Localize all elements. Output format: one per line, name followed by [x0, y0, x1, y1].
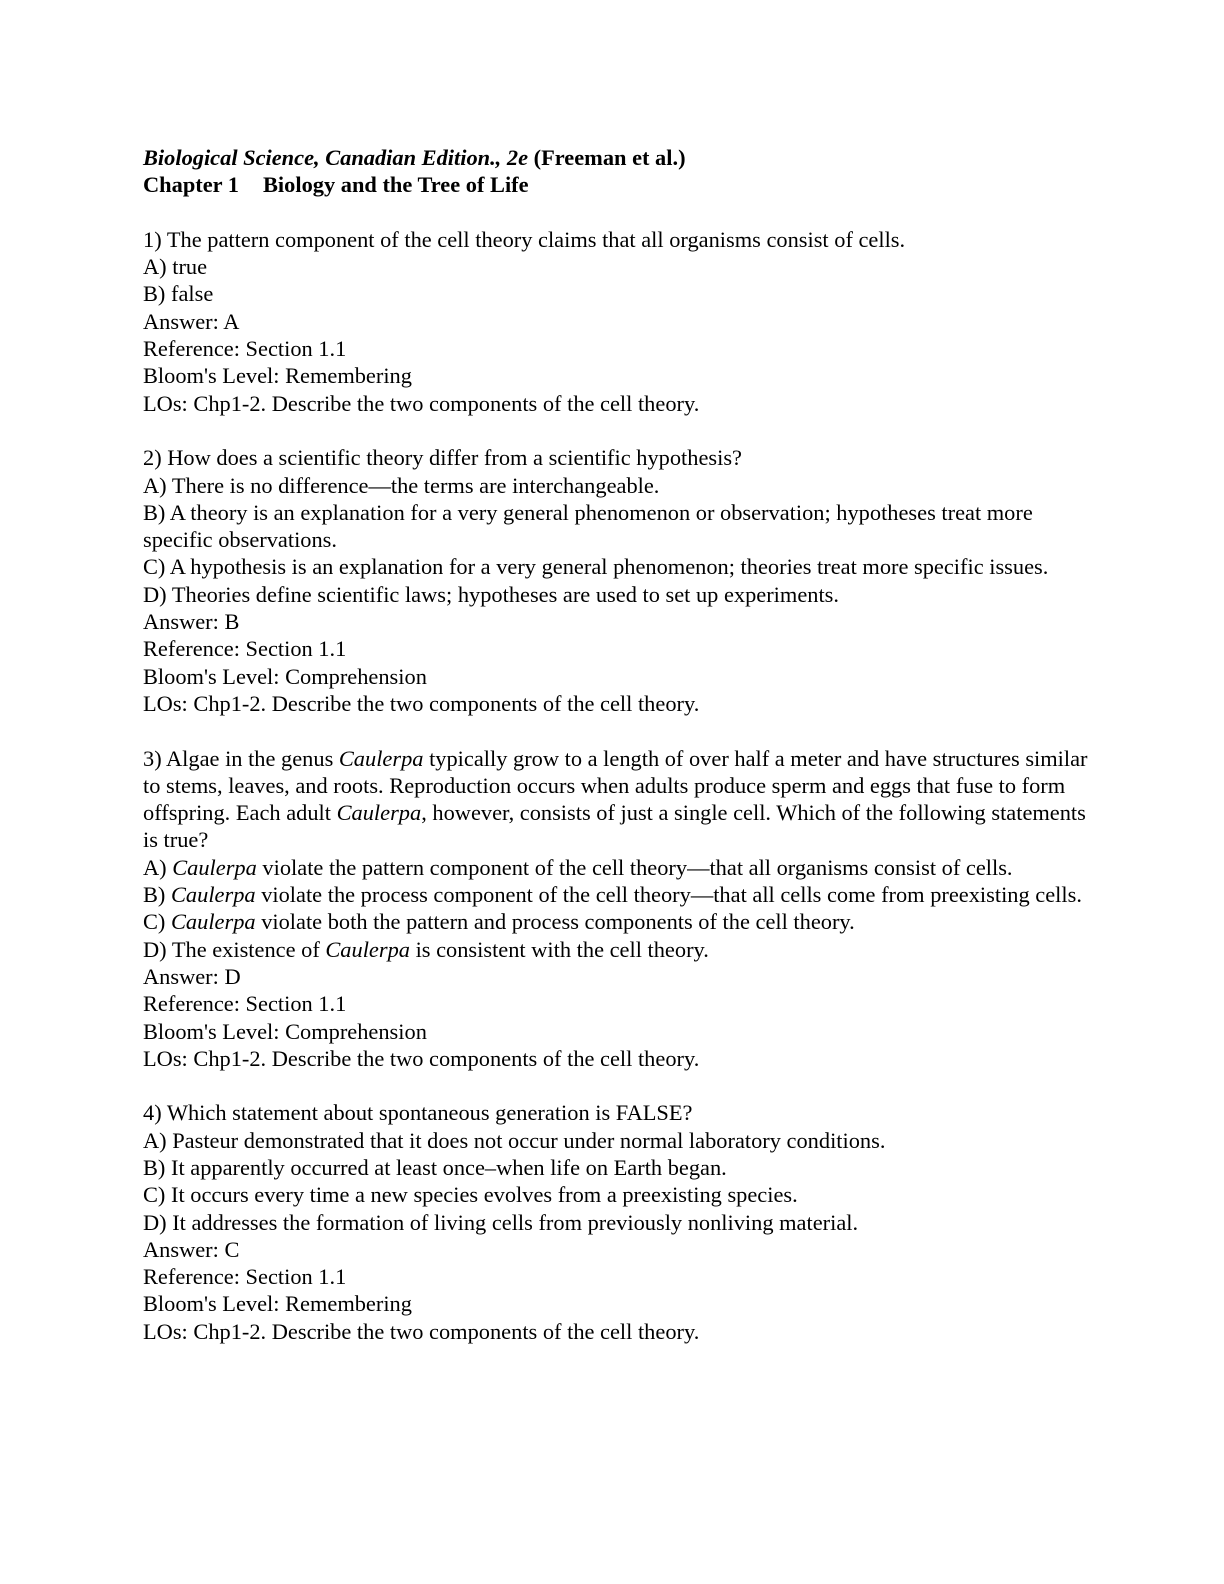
- document-page: [143, 144, 1093, 1345]
- answer-option: A) Pasteur demonstrated that it does not occur under normal laboratory conditions.: [143, 1127, 886, 1153]
- answer-option: B) A theory is an explanation for a very general phenomenon or observation; hypotheses treat more specific observations.: [143, 499, 1033, 553]
- spacer: [143, 1072, 1093, 1099]
- reference: Reference: Section 1.1: [143, 336, 347, 362]
- option-text: A): [143, 854, 173, 880]
- chapter-title: Biology and the Tree of Life: [263, 172, 529, 198]
- answer-option: C) It occurs every time a new species evolves from a preexisting species.: [143, 1182, 798, 1208]
- stem-text: typically grow to a length of over half a meter and have structures similar to stems, leaves, and roots. Reproduction occurs when adults produce sperm and eggs that fuse to form offspring. Each adult: [143, 745, 1088, 826]
- reference: Reference: Section 1.1: [143, 991, 347, 1017]
- answer-key: Answer: D: [143, 963, 241, 989]
- answer-option: [143, 854, 1093, 881]
- answer-option: [143, 936, 1093, 963]
- book-title-line: [143, 144, 1093, 171]
- question-2: [143, 444, 1093, 717]
- genus-name: Caulerpa: [172, 854, 257, 880]
- option-text: violate the pattern component of the cell theory—that all organisms consist of cells.: [256, 854, 1013, 880]
- genus-name: Caulerpa: [171, 882, 256, 908]
- answer-option: B) It apparently occurred at least once–when life on Earth began.: [143, 1154, 727, 1180]
- question-stem: 1) The pattern component of the cell theory claims that all organisms consist of cells.: [143, 226, 906, 252]
- learning-objective: LOs: Chp1-2. Describe the two components of the cell theory.: [143, 1045, 700, 1071]
- blooms-level: Bloom's Level: Remembering: [143, 363, 412, 389]
- chapter-label: Chapter 1: [143, 172, 239, 198]
- blooms-level: Bloom's Level: Comprehension: [143, 1018, 427, 1044]
- blooms-level: Bloom's Level: Comprehension: [143, 663, 427, 689]
- genus-name: Caulerpa: [171, 909, 256, 935]
- option-text: is consistent with the cell theory.: [409, 936, 709, 962]
- answer-option: A) true: [143, 254, 208, 280]
- option-text: B): [143, 882, 171, 908]
- answer-key: Answer: A: [143, 308, 240, 334]
- option-text: violate both the pattern and process components of the cell theory.: [255, 909, 855, 935]
- stem-text: 3) Algae in the genus: [143, 745, 339, 771]
- answer-key: Answer: C: [143, 1236, 240, 1262]
- answer-key: Answer: B: [143, 609, 240, 635]
- learning-objective: LOs: Chp1-2. Describe the two components of the cell theory.: [143, 690, 700, 716]
- option-text: D) The existence of: [143, 936, 326, 962]
- reference: Reference: Section 1.1: [143, 636, 347, 662]
- answer-option: D) Theories define scientific laws; hypotheses are used to set up experiments.: [143, 581, 839, 607]
- answer-option: B) false: [143, 281, 214, 307]
- stem-text: , however, consists of just a single cell. Which of the following statements is true?: [143, 800, 1086, 853]
- genus-name: Caulerpa: [338, 745, 424, 771]
- option-text: C): [143, 909, 171, 935]
- genus-name: Caulerpa: [325, 936, 410, 962]
- book-title: Biological Science, Canadian Edition., 2e: [143, 145, 529, 170]
- genus-name: Caulerpa: [336, 800, 422, 826]
- blooms-level: Bloom's Level: Remembering: [143, 1291, 412, 1317]
- question-3: [143, 745, 1093, 1073]
- question-4: [143, 1099, 1093, 1345]
- question-stem: [143, 745, 1093, 854]
- option-text: violate the process component of the cell theory—that all cells come from preexisting cells.: [255, 882, 1082, 908]
- question-1: [143, 226, 1093, 417]
- answer-option: [143, 908, 1093, 935]
- learning-objective: LOs: Chp1-2. Describe the two components of the cell theory.: [143, 390, 700, 416]
- answer-option: D) It addresses the formation of living cells from previously nonliving material.: [143, 1209, 859, 1235]
- question-stem: 2) How does a scientific theory differ from a scientific hypothesis?: [143, 445, 742, 471]
- answer-option: [143, 881, 1093, 908]
- question-stem: 4) Which statement about spontaneous generation is FALSE?: [143, 1100, 693, 1126]
- chapter-heading: [143, 171, 1093, 198]
- spacer: [143, 199, 1093, 226]
- learning-objective: LOs: Chp1-2. Describe the two components of the cell theory.: [143, 1318, 700, 1344]
- reference: Reference: Section 1.1: [143, 1264, 347, 1290]
- book-authors: (Freeman et al.): [533, 145, 686, 170]
- spacer: [143, 417, 1093, 444]
- spacer: [143, 717, 1093, 744]
- answer-option: C) A hypothesis is an explanation for a very general phenomenon; theories treat more specific issues.: [143, 554, 1049, 580]
- answer-option: A) There is no difference—the terms are interchangeable.: [143, 472, 660, 498]
